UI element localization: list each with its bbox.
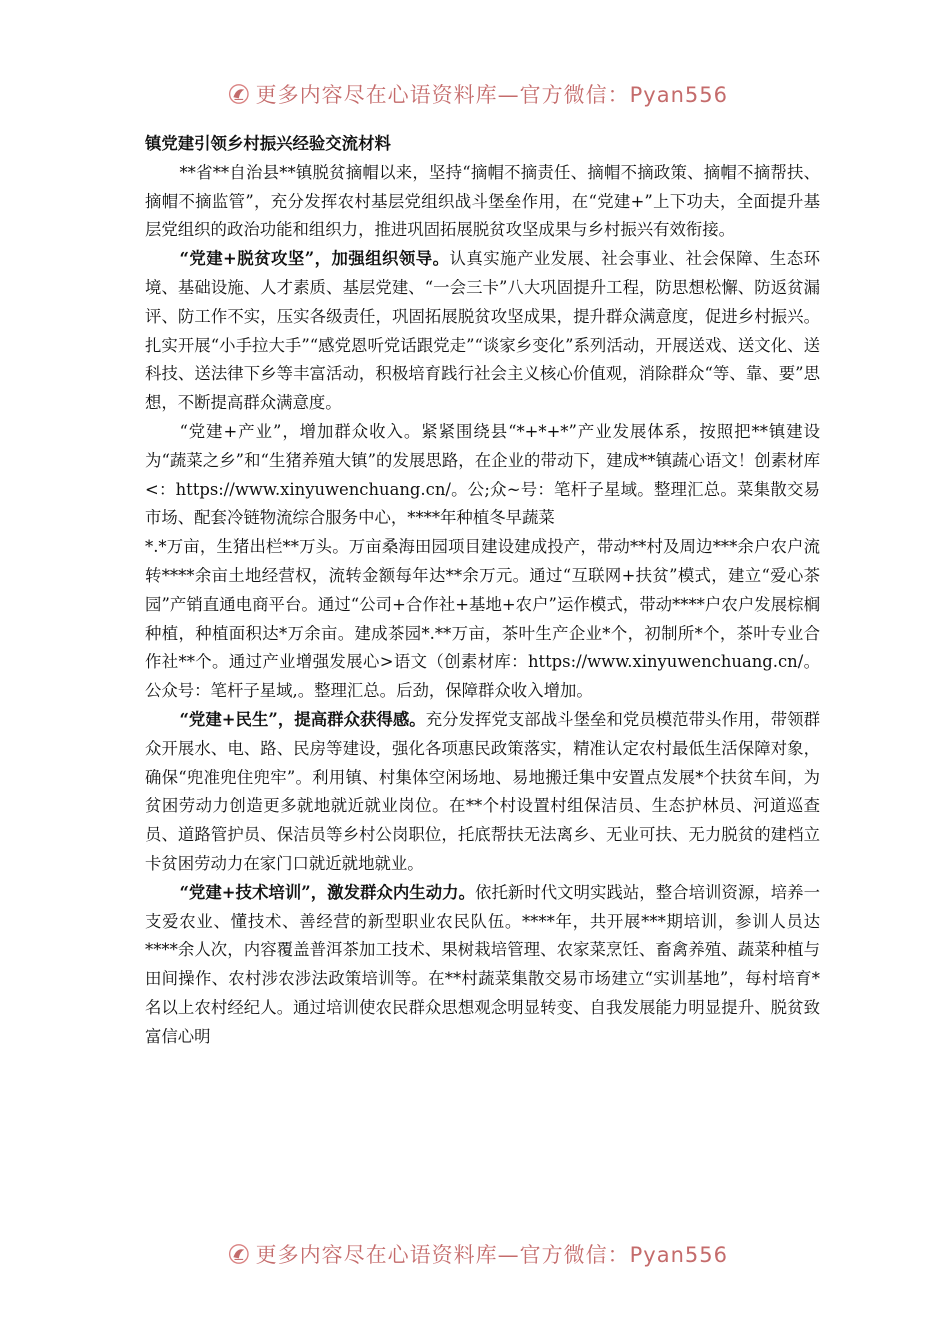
paragraph-text: “党建+产业”，增加群众收入。紧紧围绕县“*+*+*”产业发展体系，按照把**镇建设为“蔬菜之乡”和“生猪养殖大镇”的发展思路，在企业的带动下，建成**镇蔬心语文！创素材库<：https://www.xinyuwenchuang.cn/。公;众~号：笔杆子星域。整理汇总。菜集散交易市场、配套冷链物流综合服务中心，****年种植冬早蔬菜 — [145, 421, 820, 528]
paragraph-livelihood — [145, 706, 820, 879]
logo-icon — [228, 74, 250, 114]
paragraph-intro — [145, 159, 820, 245]
paragraph-text: **省**自治县**镇脱贫摘帽以来，坚持“摘帽不摘责任、摘帽不摘政策、摘帽不摘帮扶、摘帽不摘监管”，充分发挥农村基层党组织战斗堡垒作用，在“党建+”上下功夫，全面提升基层党组织的政治功能和组织力，推进巩固拓展脱贫攻坚成果与乡村振兴有效衔接。 — [145, 162, 820, 240]
paragraph-lead: “党建+脱贫攻坚”，加强组织领导。 — [179, 249, 450, 269]
footer-watermark-text: 更多内容尽在心语资料库—官方微信：Pyan556 — [255, 1243, 728, 1267]
paragraph-poverty — [145, 245, 820, 418]
logo-icon — [228, 1234, 250, 1274]
paragraph-industry-continued — [145, 533, 820, 706]
paragraph-text: *.*万亩，生猪出栏**万头。万亩桑海田园项目建设建成投产，带动**村及周边***余户农户流转****余亩土地经营权，流转金额每年达**余万元。通过“互联网+扶贫”模式，建立“爱心茶园”产销直通电商平台。通过“公司+合作社+基地+农户”运作模式，带动****户农户发展棕榈种植，种植面积达*万余亩。建成茶园*.**万亩，茶叶生产企业*个，初制所*个，茶叶专业合作社**个。通过产业增强发展心>语文（创素材库：https://www.xinyuwenchuang.cn/。公众号：笔杆子星域,。整理汇总。后劲，保障群众收入增加。 — [145, 537, 820, 701]
document-body — [145, 130, 820, 1052]
document-title: 镇党建引领乡村振兴经验交流材料 — [145, 134, 391, 153]
header-watermark — [228, 72, 728, 116]
paragraph-industry — [145, 418, 820, 533]
header-watermark-text: 更多内容尽在心语资料库—官方微信：Pyan556 — [255, 83, 728, 107]
paragraph-text: 充分发挥党支部战斗堡垒和党员模范带头作用，带领群众开展水、电、路、民房等建设，强化各项惠民政策落实，精准认定农村最低生活保障对象，确保“兜准兜住兜牢”。利用镇、村集体空闲场地、易地搬迁集中安置点发展*个扶贫车间，为贫困劳动力创造更多就地就近就业岗位。在**个村设置村组保洁员、生态护林员、河道巡查员、道路管护员、保洁员等乡村公岗职位，托底帮扶无法离乡、无业可扶、无力脱贫的建档立卡贫困劳动力在家门口就近就地就业。 — [145, 709, 821, 873]
footer-watermark — [228, 1232, 728, 1276]
paragraph-lead: “党建+技术培训”，激发群众内生动力。 — [179, 882, 476, 902]
paragraph-text: 认真实施产业发展、社会事业、社会保障、生态环境、基础设施、人才素质、基层党建、“一会三卡”八大巩固提升工程，防思想松懈、防返贫漏评、防工作不实，压实各级责任，巩固拓展脱贫攻坚成果，提升群众满意度，促进乡村振兴。扎实开展“小手拉大手”“感党恩听党话跟党走”“谈家乡变化”系列活动，开展送戏、送文化、送科技、送法律下乡等丰富活动，积极培育践行社会主义核心价值观，消除群众“等、靠、要”思想，不断提高群众满意度。 — [145, 249, 821, 413]
paragraph-lead: “党建+民生”，提高群众获得感。 — [179, 709, 426, 729]
paragraph-training — [145, 879, 820, 1052]
paragraph-text: 依托新时代文明实践站，整合培训资源，培养一支爱农业、懂技术、善经营的新型职业农民队伍。****年，共开展***期培训，参训人员达****余人次，内容覆盖普洱茶加工技术、果树栽培管理、农家菜烹饪、畜禽养殖、蔬菜种植与田间操作、农村涉农涉法政策培训等。在**村蔬菜集散交易市场建立“实训基地”，每村培育*名以上农村经纪人。通过培训使农民群众思想观念明显转变、自我发展能力明显提升、脱贫致富信心明 — [145, 882, 820, 1046]
